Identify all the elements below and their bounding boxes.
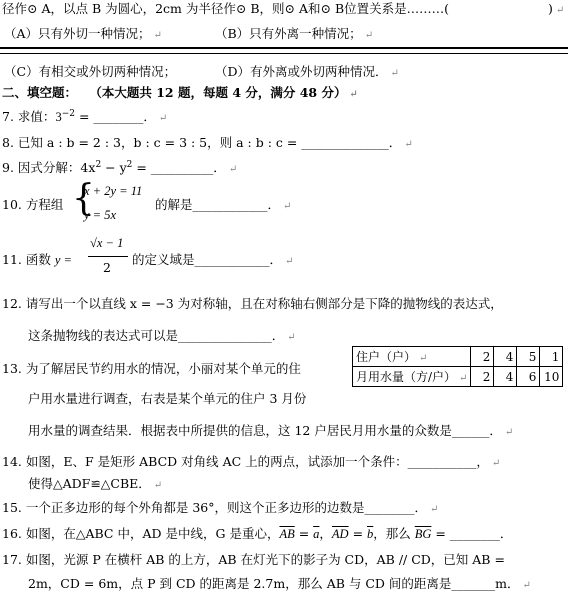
option-d: （D）有外离或外切两种情况． ↵ (215, 64, 399, 79)
equation-brace: { (72, 178, 95, 219)
fraction-bar (88, 256, 128, 257)
row-label-households: 住户（户） ↵ (353, 347, 471, 367)
table-cell: 10 (540, 367, 563, 387)
question-10-suffix: 的解是____________． ↵ (155, 197, 292, 212)
table-row (353, 367, 563, 387)
question-13-line3: 用水量的调查结果．根据表中所提供的信息，这 12 户居民月用水量的众数是______． ↵ (28, 423, 514, 438)
table-cell: 4 (494, 367, 517, 387)
table-cell: 5 (517, 347, 540, 367)
section-divider-thick (0, 47, 568, 49)
vector-bg: $\overline{BG}$ (414, 527, 432, 541)
question-17-line1: 17. 如图，光源 P 在横杆 AB 的上方，AB 在灯光下的影子为 CD，AB // CD，已知 AB = (2, 552, 505, 567)
option-b: （B）只有外离一种情况； ↵ (215, 26, 374, 41)
option-c: （C）有相交或外切两种情况； (4, 64, 177, 79)
question-8: 8. 已知 a : b = 2 : 3，b : c = 3 : 5，则 a : b : c = ______________． ↵ (2, 135, 413, 150)
question-14-line1: 14. 如图，E、F 是矩形 ABCD 对角线 AC 上的两点，试添加一个条件：___________， ↵ (2, 454, 501, 469)
closing-paren: ) ↵ (548, 1, 565, 16)
question-14-line2: 使得△ADF≌△CBE． ↵ (28, 476, 163, 491)
question-13-line1: 13. 为了解居民节约用水的情况，小丽对某个单元的住 (2, 361, 301, 376)
question-12-line1: 12. 请写出一个以直线 x = −3 为对称轴，且在对称轴右侧部分是下降的抛物线的表达式， (2, 296, 503, 311)
question-continuation: 径作⊙ A，以点 B 为圆心，2cm 为半径作⊙ B，则⊙ A和⊙ B位置关系是………( (2, 1, 450, 16)
row-label-usage: 月用水量（方/户） ↵ (353, 367, 471, 387)
equation-1: x + 2y = 11 (84, 184, 143, 198)
question-9: 9. 因式分解：$4x^2 - y^2$ = __________． ↵ (2, 160, 238, 176)
table-cell: 4 (494, 347, 517, 367)
question-11-label: 11. 函数 y = (2, 252, 72, 267)
vector-ad: $\overline{AD}$ (331, 527, 349, 541)
question-16: 16. 如图，在△ABC 中，AD 是中线，G 是重心，$\overline{AB} = \overline{a}$，$\overline{AD} = \overline{b}$，那么 $\overline{BG}$ = ________． (2, 526, 513, 541)
water-usage-table (352, 346, 563, 387)
question-13-line2: 户用水量进行调查，右表是某个单元的住户 3 月份 (28, 391, 307, 406)
question-17-line2: 2m，CD = 6m，点 P 到 CD 的距离是 2.7m，那么 AB 与 CD 间的距离是_______m． ↵ (28, 576, 531, 591)
table-cell: 6 (517, 367, 540, 387)
fraction-denominator: 2 (103, 260, 111, 275)
question-15: 15. 一个正多边形的每个外角都是 36°，则这个正多边形的边数是________． ↵ (2, 500, 439, 515)
table-row (353, 347, 563, 367)
equation-2: y = 5x (84, 208, 117, 222)
question-10-label: 10. 方程组 (2, 197, 64, 212)
vector-b: $\overline{b}$ (367, 527, 374, 541)
section-title: 二、填空题： （本大题共 12 题，每题 4 分，满分 48 分） ↵ (2, 85, 358, 100)
table-cell: 1 (540, 347, 563, 367)
section-divider-thin (0, 53, 568, 54)
question-12-line2: 这条抛物线的表达式可以是_______________． ↵ (28, 328, 296, 343)
question-7: 7. 求值：$3^{-2}$ = ________． ↵ (2, 109, 168, 125)
vector-ab: $\overline{AB}$ (279, 527, 295, 541)
question-11-suffix: 的定义域是____________． ↵ (132, 252, 294, 267)
option-a: （A）只有外切一种情况； ↵ (4, 26, 162, 41)
table-cell: 2 (471, 367, 494, 387)
fraction-numerator: √x − 1 (90, 236, 124, 250)
table-cell: 2 (471, 347, 494, 367)
vector-a: $\overline{a}$ (313, 527, 320, 541)
